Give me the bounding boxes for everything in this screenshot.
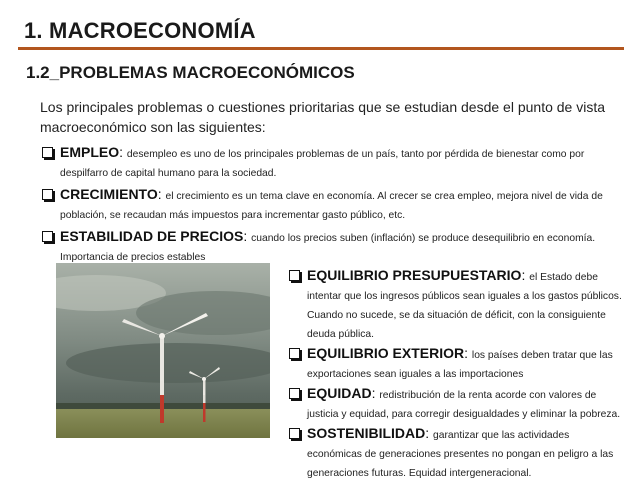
item-description: desempleo es uno de los principales problemas de un país, tanto por pérdida de bienestar como por despilfarro de capital humano para la sociedad.	[60, 149, 585, 179]
list-item-estabilidad: ESTABILIDAD DE PRECIOS: cuando los precios suben (inflación) se produce desequilibrio en economía. Importancia de precios estables	[40, 228, 625, 266]
item-heading: EQUIDAD	[307, 385, 372, 401]
item-heading: ESTABILIDAD DE PRECIOS	[60, 228, 244, 244]
item-description: redistribución de la renta acorde con valores de justicia y equidad, para corregir desigualdades y eliminar la pobreza.	[307, 390, 621, 420]
checkbox-bullet-icon	[289, 388, 300, 399]
checkbox-bullet-icon	[42, 231, 53, 242]
list-item-sostenibilidad: SOSTENIBILIDAD: garantizar que las actividades económicas de generaciones presentes no pongan en peligro a las generaciones futuras. Equidad intergeneracional.	[287, 425, 627, 482]
problems-list-right	[287, 267, 627, 484]
checkbox-bullet-icon	[42, 147, 53, 158]
item-heading: EQUILIBRIO PRESUPUESTARIO	[307, 267, 522, 283]
list-item-equidad: EQUIDAD: redistribución de la renta acorde con valores de justicia y equidad, para corregir desigualdades y eliminar la pobreza.	[287, 385, 627, 423]
list-item-equilibrio-presupuestario: EQUILIBRIO PRESUPUESTARIO: el Estado debe intentar que los ingresos públicos sean iguales a los gastos públicos. Cuando no sucede, se da situación de déficit, con la consiguiente deuda pública.	[287, 267, 627, 343]
item-description: el Estado debe intentar que los ingresos públicos sean iguales a los gastos públicos. Cuando no sucede, se da situación de déficit, con la consiguiente deuda pública.	[307, 272, 622, 340]
item-description: garantizar que las actividades económicas de generaciones presentes no pongan en peligro a las generaciones futuras. Equidad intergeneracional.	[307, 430, 614, 479]
wind-turbines-photo	[56, 263, 270, 438]
list-item-equilibrio-exterior: EQUILIBRIO EXTERIOR: los países deben tratar que las exportaciones sean iguales a las importaciones	[287, 345, 627, 383]
item-description: cuando los precios suben (inflación) se produce desequilibrio en economía. Importancia de precios estables	[60, 233, 596, 263]
intro-paragraph: Los principales problemas o cuestiones prioritarias que se estudian desde el punto de vista macroeconómico son las siguientes:	[40, 99, 606, 135]
slide-title: 1. MACROECONOMÍA	[24, 18, 256, 43]
checkbox-bullet-icon	[289, 348, 300, 359]
checkbox-bullet-icon	[289, 270, 300, 281]
list-item-crecimiento: CRECIMIENTO: el crecimiento es un tema clave en economía. Al crecer se crea empleo, mejora nivel de vida de población, se recaudan más impuestos para incrementar gasto público, etc.	[40, 186, 625, 224]
item-description: los países deben tratar que las exportaciones sean iguales a las importaciones	[307, 350, 613, 380]
item-description: el crecimiento es un tema clave en economía. Al crecer se crea empleo, mejora nivel de vida de población, se recaudan más impuestos para incrementar gasto público, etc.	[60, 191, 603, 221]
title-underline	[18, 47, 624, 50]
item-heading: CRECIMIENTO	[60, 186, 158, 202]
item-heading: EQUILIBRIO EXTERIOR	[307, 345, 465, 361]
slide-subtitle: 1.2_PROBLEMAS MACROECONÓMICOS	[26, 63, 355, 82]
item-heading: SOSTENIBILIDAD	[307, 425, 426, 441]
list-item-empleo: EMPLEO: desempleo es uno de los principales problemas de un país, tanto por pérdida de bienestar como por despilfarro de capital humano para la sociedad.	[40, 144, 625, 182]
checkbox-bullet-icon	[289, 428, 300, 439]
checkbox-bullet-icon	[42, 189, 53, 200]
wind-turbine-icon	[56, 263, 270, 438]
problems-list-top	[40, 144, 625, 270]
item-heading: EMPLEO	[60, 144, 120, 160]
